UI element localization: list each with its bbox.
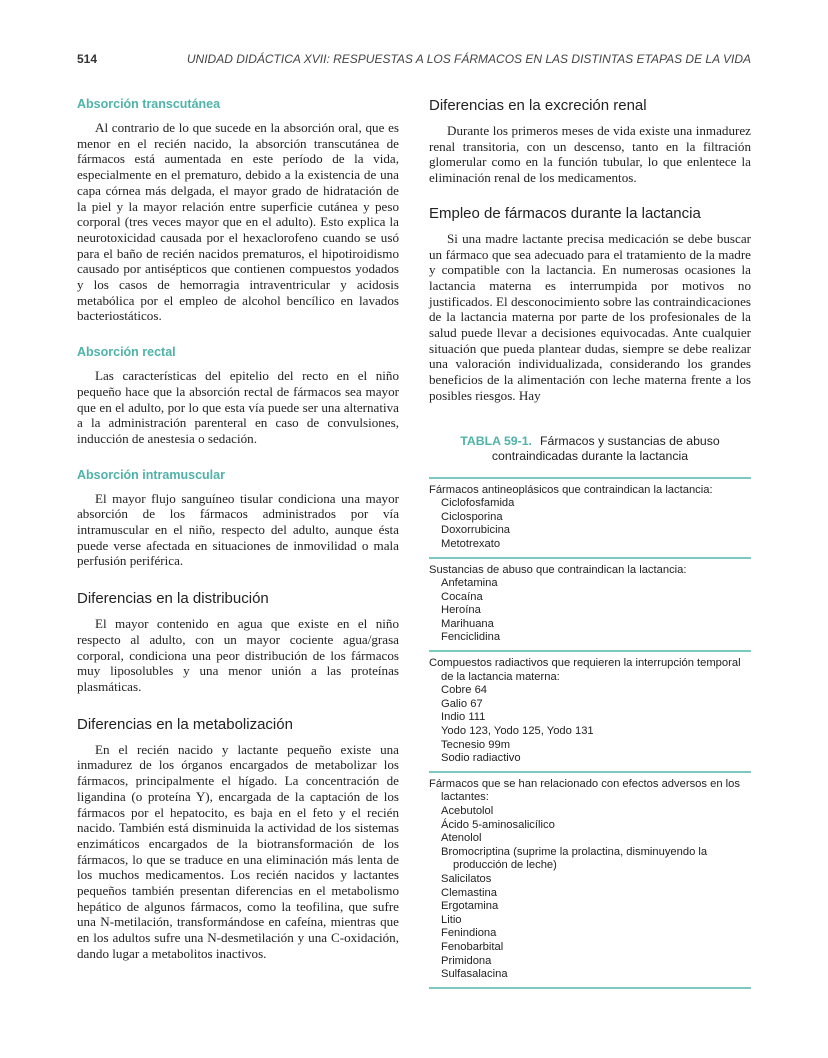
table-item: Cocaína — [441, 590, 483, 603]
table-item: Fenobarbital — [441, 940, 504, 953]
table-item: Doxorrubicina — [441, 524, 511, 537]
table-item: Galio 67 — [441, 697, 483, 710]
table-group-heading: Sustancias de abuso que contraindican la lactancia: — [429, 563, 687, 576]
table-item: Cobre 64 — [441, 684, 488, 697]
running-title: UNIDAD DIDÁCTICA XVII: RESPUESTAS A LOS FÁRMACOS EN LAS DISTINTAS ETAPAS DE LA VIDA — [186, 52, 751, 66]
table-item: Bromocriptina (suprime la prolactina, disminuyendo la producción de leche) — [441, 845, 708, 872]
heading-metabolizacion: Diferencias en la metabolización — [77, 715, 293, 733]
heading-distribucion: Diferencias en la distribución — [77, 590, 269, 608]
left-column — [77, 96, 399, 962]
table-caption — [429, 434, 751, 465]
heading-lactancia: Empleo de fármacos durante la lactancia — [429, 204, 701, 222]
paragraph-intramuscular: El mayor flujo sanguíneo tisular condiciona una mayor absorción de los fármacos administrados por vía intramuscular en el niño, respecto del adulto, aunque ésta puede verse afectada en situaciones de inmovilidad o mala perfusión periférica. — [77, 490, 399, 569]
table-item: Anfetamina — [441, 577, 498, 590]
table-item: Fenciclidina — [441, 631, 501, 644]
table-item: Litio — [441, 913, 462, 926]
table-item: Tecnesio 99m — [441, 738, 511, 751]
table-label: TABLA 59-1. — [460, 433, 532, 448]
paragraph-transcutanea: Al contrario de lo que sucede en la absorción oral, que es menor en el recién nacido, la absorción transcutánea de fármacos está aumentada en este período de la vida, especialmente en el prematuro, debido a la existencia de una capa córnea más delgada, el mayor grado de hidratación de la piel y la mayor relación entre superficie cutánea y peso corporal (tres veces mayor que en el adulto). Esto explica la neurotoxicidad causada por el hexaclorofeno cuando se usó para el baño de recién nacidos prematuros, el hipotiroidismo causado por antisépticos que contienen compuestos yodados y los casos de hemorragia intraventricular y acidosis metabólica por el empleo de alcohol bencílico en lavados bacteriostáticos. — [77, 120, 399, 324]
table-item: Indio 111 — [441, 711, 486, 724]
table-59-1 — [429, 434, 751, 989]
heading-excrecion-renal: Diferencias en la excreción renal — [429, 97, 647, 114]
table-item: Yodo 123, Yodo 125, Yodo 131 — [441, 725, 594, 738]
page-header — [77, 52, 751, 68]
table-group-heading: Compuestos radiactivos que requieren la interrupción temporal de la lactancia materna: — [429, 657, 741, 683]
paragraph-lactancia: Si una madre lactante precisa medicación se debe buscar un fármaco que sea adecuado para el tratamiento de la madre y compatible con la lactancia. En numerosas ocasiones la lactancia materna es interrumpida por motivos no justificados. El desconocimiento sobre las contraindicaciones de la lactancia materna por parte de los profesionales de la salud puede llevar a decisiones equivocadas. Ante cualquier situación que pueda plantear dudas, siempre se debe realizar una valoración individualizada, considerando los grandes beneficios de la alimentación con leche materna frente a los posibles riesgos. Hay — [429, 230, 751, 403]
table-group-sustancias-abuso — [429, 557, 751, 651]
table-item: Metotrexato — [441, 537, 501, 550]
table-item: Sulfasalacina — [441, 968, 508, 981]
paragraph-distribucion: El mayor contenido en agua que existe en el niño respecto al adulto, con un mayor cociente agua/grasa corporal, condiciona una peor distribución de los fármacos muy liposolubles y una menor unión a las proteínas plasmáticas. — [77, 616, 399, 694]
table-group-antineoplasicos — [429, 477, 751, 557]
table-item: Ergotamina — [441, 900, 499, 913]
table-caption-text: Fármacos y sustancias de abuso contraindicadas durante la lactancia — [491, 433, 720, 464]
table-item: Ciclosporina — [441, 510, 503, 523]
table-item: Fenindiona — [441, 927, 497, 940]
table-item: Clemastina — [441, 886, 497, 899]
heading-absorcion-intramuscular: Absorción intramuscular — [77, 467, 225, 482]
table-item: Sodio radiactivo — [441, 752, 521, 765]
table-group-radiactivos — [429, 650, 751, 771]
right-column — [429, 96, 751, 989]
heading-absorcion-transcutanea: Absorción transcutánea — [77, 97, 221, 111]
table-item: Salicilatos — [441, 872, 492, 885]
table-item: Ciclofosfamida — [441, 497, 515, 510]
paragraph-metabolizacion: En el recién nacido y lactante pequeño existe una inmadurez de los órganos encargados de metabolizar los fármacos, principalmente el hígado. La concentración de ligandina (o proteína Y), encargada de la captación de los fármacos por el hepatocito, es baja en el feto y el recién nacido. También está disminuida la actividad de los sistemas enzimáticos encargados de la biotransformación de los fármacos, lo que se traduce en una eliminación más lenta de los muchos medicamentos. Los recién nacidos y lactantes pequeños también presentan diferencias en el metabolismo hepático de algunos fármacos, como la teofilina, que sufre una N-metilación, transformándose en cafeína, mientras que en los adultos sufre una N-desmetilación y una C-oxidación, dando lugar a metabolitos inactivos. — [77, 741, 399, 961]
table-item: Acebutolol — [441, 805, 494, 818]
paragraph-excrecion: Durante los primeros meses de vida existe una inmadurez renal transitoria, con un descenso, tanto en la filtración glomerular como en la función tubular, lo que enlentece la eliminación renal de los medicamentos. — [429, 123, 751, 186]
table-item: Atenolol — [441, 832, 482, 845]
table-item: Primidona — [441, 954, 492, 967]
page-number: 514 — [77, 52, 98, 66]
table-group-efectos-adversos — [429, 771, 751, 989]
paragraph-rectal: Las características del epitelio del recto en el niño pequeño hace que la absorción rectal de fármacos sea mayor que en el adulto, por lo que esta vía puede ser una alternativa a la administración parenteral en caso de convulsiones, inducción de anestesia o sedación. — [77, 368, 399, 446]
table-item: Ácido 5-aminosalicílico — [441, 818, 555, 831]
heading-absorcion-rectal: Absorción rectal — [77, 345, 176, 360]
table-group-heading: Fármacos antineoplásicos que contraindican la lactancia: — [429, 483, 713, 496]
table-item: Marihuana — [441, 617, 494, 630]
table-group-heading: Fármacos que se han relacionado con efectos adversos en los lactantes: — [429, 777, 740, 804]
table-item: Heroína — [441, 604, 481, 617]
